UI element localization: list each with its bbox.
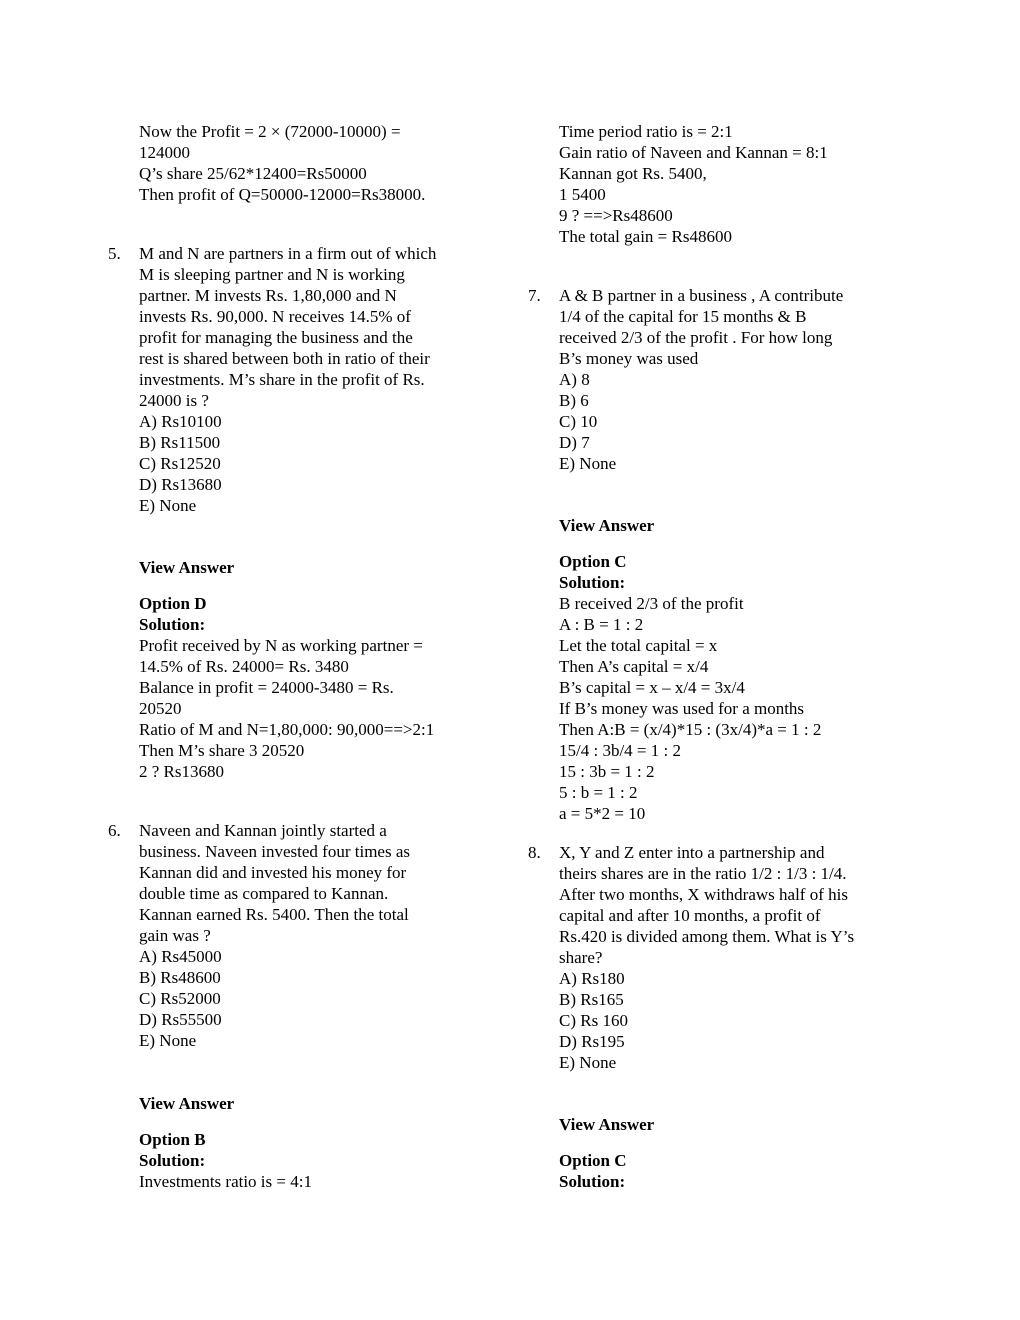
text-line: Profit received by N as working partner =	[139, 636, 423, 655]
text-line: 14.5% of Rs. 24000= Rs. 3480	[139, 657, 349, 676]
view-answer-q8[interactable]: View Answer	[559, 1115, 655, 1134]
question-6-text	[139, 820, 410, 1051]
option-d: D) 7	[559, 433, 590, 452]
answer-option: Option B	[139, 1130, 206, 1149]
text-line: Balance in profit = 24000-3480 = Rs.	[139, 678, 394, 697]
text-line: Let the total capital = x	[559, 636, 718, 655]
text-line: Time period ratio is = 2:1	[559, 122, 733, 141]
text-line: 2 ? Rs13680	[139, 762, 224, 781]
answer-option: Option D	[139, 594, 207, 613]
option-e: E) None	[559, 454, 617, 473]
option-e: E) None	[559, 1053, 617, 1072]
question-number: 8.	[528, 843, 541, 862]
text-line: Investments ratio is = 4:1	[139, 1172, 312, 1191]
solution-label: Solution:	[559, 573, 626, 592]
text-line: Now the Profit = 2 × (72000-10000) =	[139, 122, 401, 141]
option-a: A) Rs180	[559, 969, 625, 988]
question-number: 6.	[108, 821, 121, 840]
solution-q8	[559, 1150, 627, 1192]
option-e: E) None	[139, 496, 197, 515]
option-a: A) Rs45000	[139, 947, 222, 966]
text-line: 124000	[139, 143, 190, 162]
text-line: rest is shared between both in ratio of their	[139, 349, 430, 368]
option-b: B) 6	[559, 391, 589, 410]
text-line: 9 ? ==>Rs48600	[559, 206, 673, 225]
option-b: B) Rs165	[559, 990, 624, 1009]
solution-label: Solution:	[139, 1151, 206, 1170]
solution-label: Solution:	[139, 615, 206, 634]
text-line: profit for managing the business and the	[139, 328, 413, 347]
text-line: Gain ratio of Naveen and Kannan = 8:1	[559, 143, 828, 162]
option-d: D) Rs13680	[139, 475, 222, 494]
text-line: Ratio of M and N=1,80,000: 90,000==>2:1	[139, 720, 435, 739]
solution-label: Solution:	[559, 1172, 626, 1191]
text-line: After two months, X withdraws half of his	[559, 885, 848, 904]
text-line: 5 : b = 1 : 2	[559, 783, 638, 802]
option-d: D) Rs195	[559, 1032, 625, 1051]
solution-q5	[139, 593, 434, 782]
left-continuation-text	[139, 121, 425, 205]
text-line: M and N are partners in a firm out of which	[139, 244, 437, 263]
text-line: Kannan did and invested his money for	[139, 863, 407, 882]
text-line: invests Rs. 90,000. N receives 14.5% of	[139, 307, 411, 326]
option-c: C) Rs 160	[559, 1011, 628, 1030]
text-line: 1/4 of the capital for 15 months & B	[559, 307, 807, 326]
right-continuation-text	[559, 121, 828, 247]
option-c: C) 10	[559, 412, 598, 431]
text-line: Then M’s share 3 20520	[139, 741, 305, 760]
view-answer-q5[interactable]: View Answer	[139, 558, 235, 577]
option-a: A) Rs10100	[139, 412, 222, 431]
text-line: Then profit of Q=50000-12000=Rs38000.	[139, 185, 426, 204]
text-line: M is sleeping partner and N is working	[139, 265, 405, 284]
text-line: X, Y and Z enter into a partnership and	[559, 843, 825, 862]
question-number: 5.	[108, 244, 121, 263]
solution-q7	[559, 551, 821, 824]
view-answer-q6[interactable]: View Answer	[139, 1094, 235, 1113]
text-line: B received 2/3 of the profit	[559, 594, 744, 613]
answer-option: Option C	[559, 1151, 627, 1170]
text-line: share?	[559, 948, 603, 967]
solution-q6	[139, 1129, 312, 1192]
question-5-text	[139, 243, 436, 516]
text-line: double time as compared to Kannan.	[139, 884, 389, 903]
text-line: Q’s share 25/62*12400=Rs50000	[139, 164, 367, 183]
text-line: B’s money was used	[559, 349, 699, 368]
text-line: Kannan got Rs. 5400,	[559, 164, 707, 183]
text-line: gain was ?	[139, 926, 211, 945]
text-line: B’s capital = x – x/4 = 3x/4	[559, 678, 745, 697]
text-line: A : B = 1 : 2	[559, 615, 644, 634]
option-d: D) Rs55500	[139, 1010, 222, 1029]
question-7-text	[559, 285, 843, 474]
text-line: 1 5400	[559, 185, 606, 204]
question-number: 7.	[528, 286, 541, 305]
option-e: E) None	[139, 1031, 197, 1050]
text-line: Then A:B = (x/4)*15 : (3x/4)*a = 1 : 2	[559, 720, 822, 739]
option-a: A) 8	[559, 370, 590, 389]
answer-option: Option C	[559, 552, 627, 571]
text-line: Kannan earned Rs. 5400. Then the total	[139, 905, 409, 924]
text-line: capital and after 10 months, a profit of	[559, 906, 821, 925]
view-answer-q7[interactable]: View Answer	[559, 516, 655, 535]
text-line: theirs shares are in the ratio 1/2 : 1/3 : 1/4.	[559, 864, 847, 883]
option-c: C) Rs52000	[139, 989, 221, 1008]
option-b: B) Rs48600	[139, 968, 221, 987]
text-line: 24000 is ?	[139, 391, 209, 410]
text-line: Then A’s capital = x/4	[559, 657, 709, 676]
option-b: B) Rs11500	[139, 433, 221, 452]
option-c: C) Rs12520	[139, 454, 221, 473]
text-line: Naveen and Kannan jointly started a	[139, 821, 387, 840]
text-line: A & B partner in a business , A contribute	[559, 286, 844, 305]
text-line: Rs.420 is divided among them. What is Y’s	[559, 927, 855, 946]
text-line: received 2/3 of the profit . For how long	[559, 328, 833, 347]
text-line: business. Naveen invested four times as	[139, 842, 410, 861]
question-8-text	[559, 842, 854, 1073]
text-line: The total gain = Rs48600	[559, 227, 732, 246]
text-line: 20520	[139, 699, 182, 718]
text-line: a = 5*2 = 10	[559, 804, 646, 823]
text-line: 15 : 3b = 1 : 2	[559, 762, 655, 781]
text-line: If B’s money was used for a months	[559, 699, 805, 718]
text-line: 15/4 : 3b/4 = 1 : 2	[559, 741, 681, 760]
text-line: partner. M invests Rs. 1,80,000 and N	[139, 286, 397, 305]
text-line: investments. M’s share in the profit of Rs.	[139, 370, 425, 389]
